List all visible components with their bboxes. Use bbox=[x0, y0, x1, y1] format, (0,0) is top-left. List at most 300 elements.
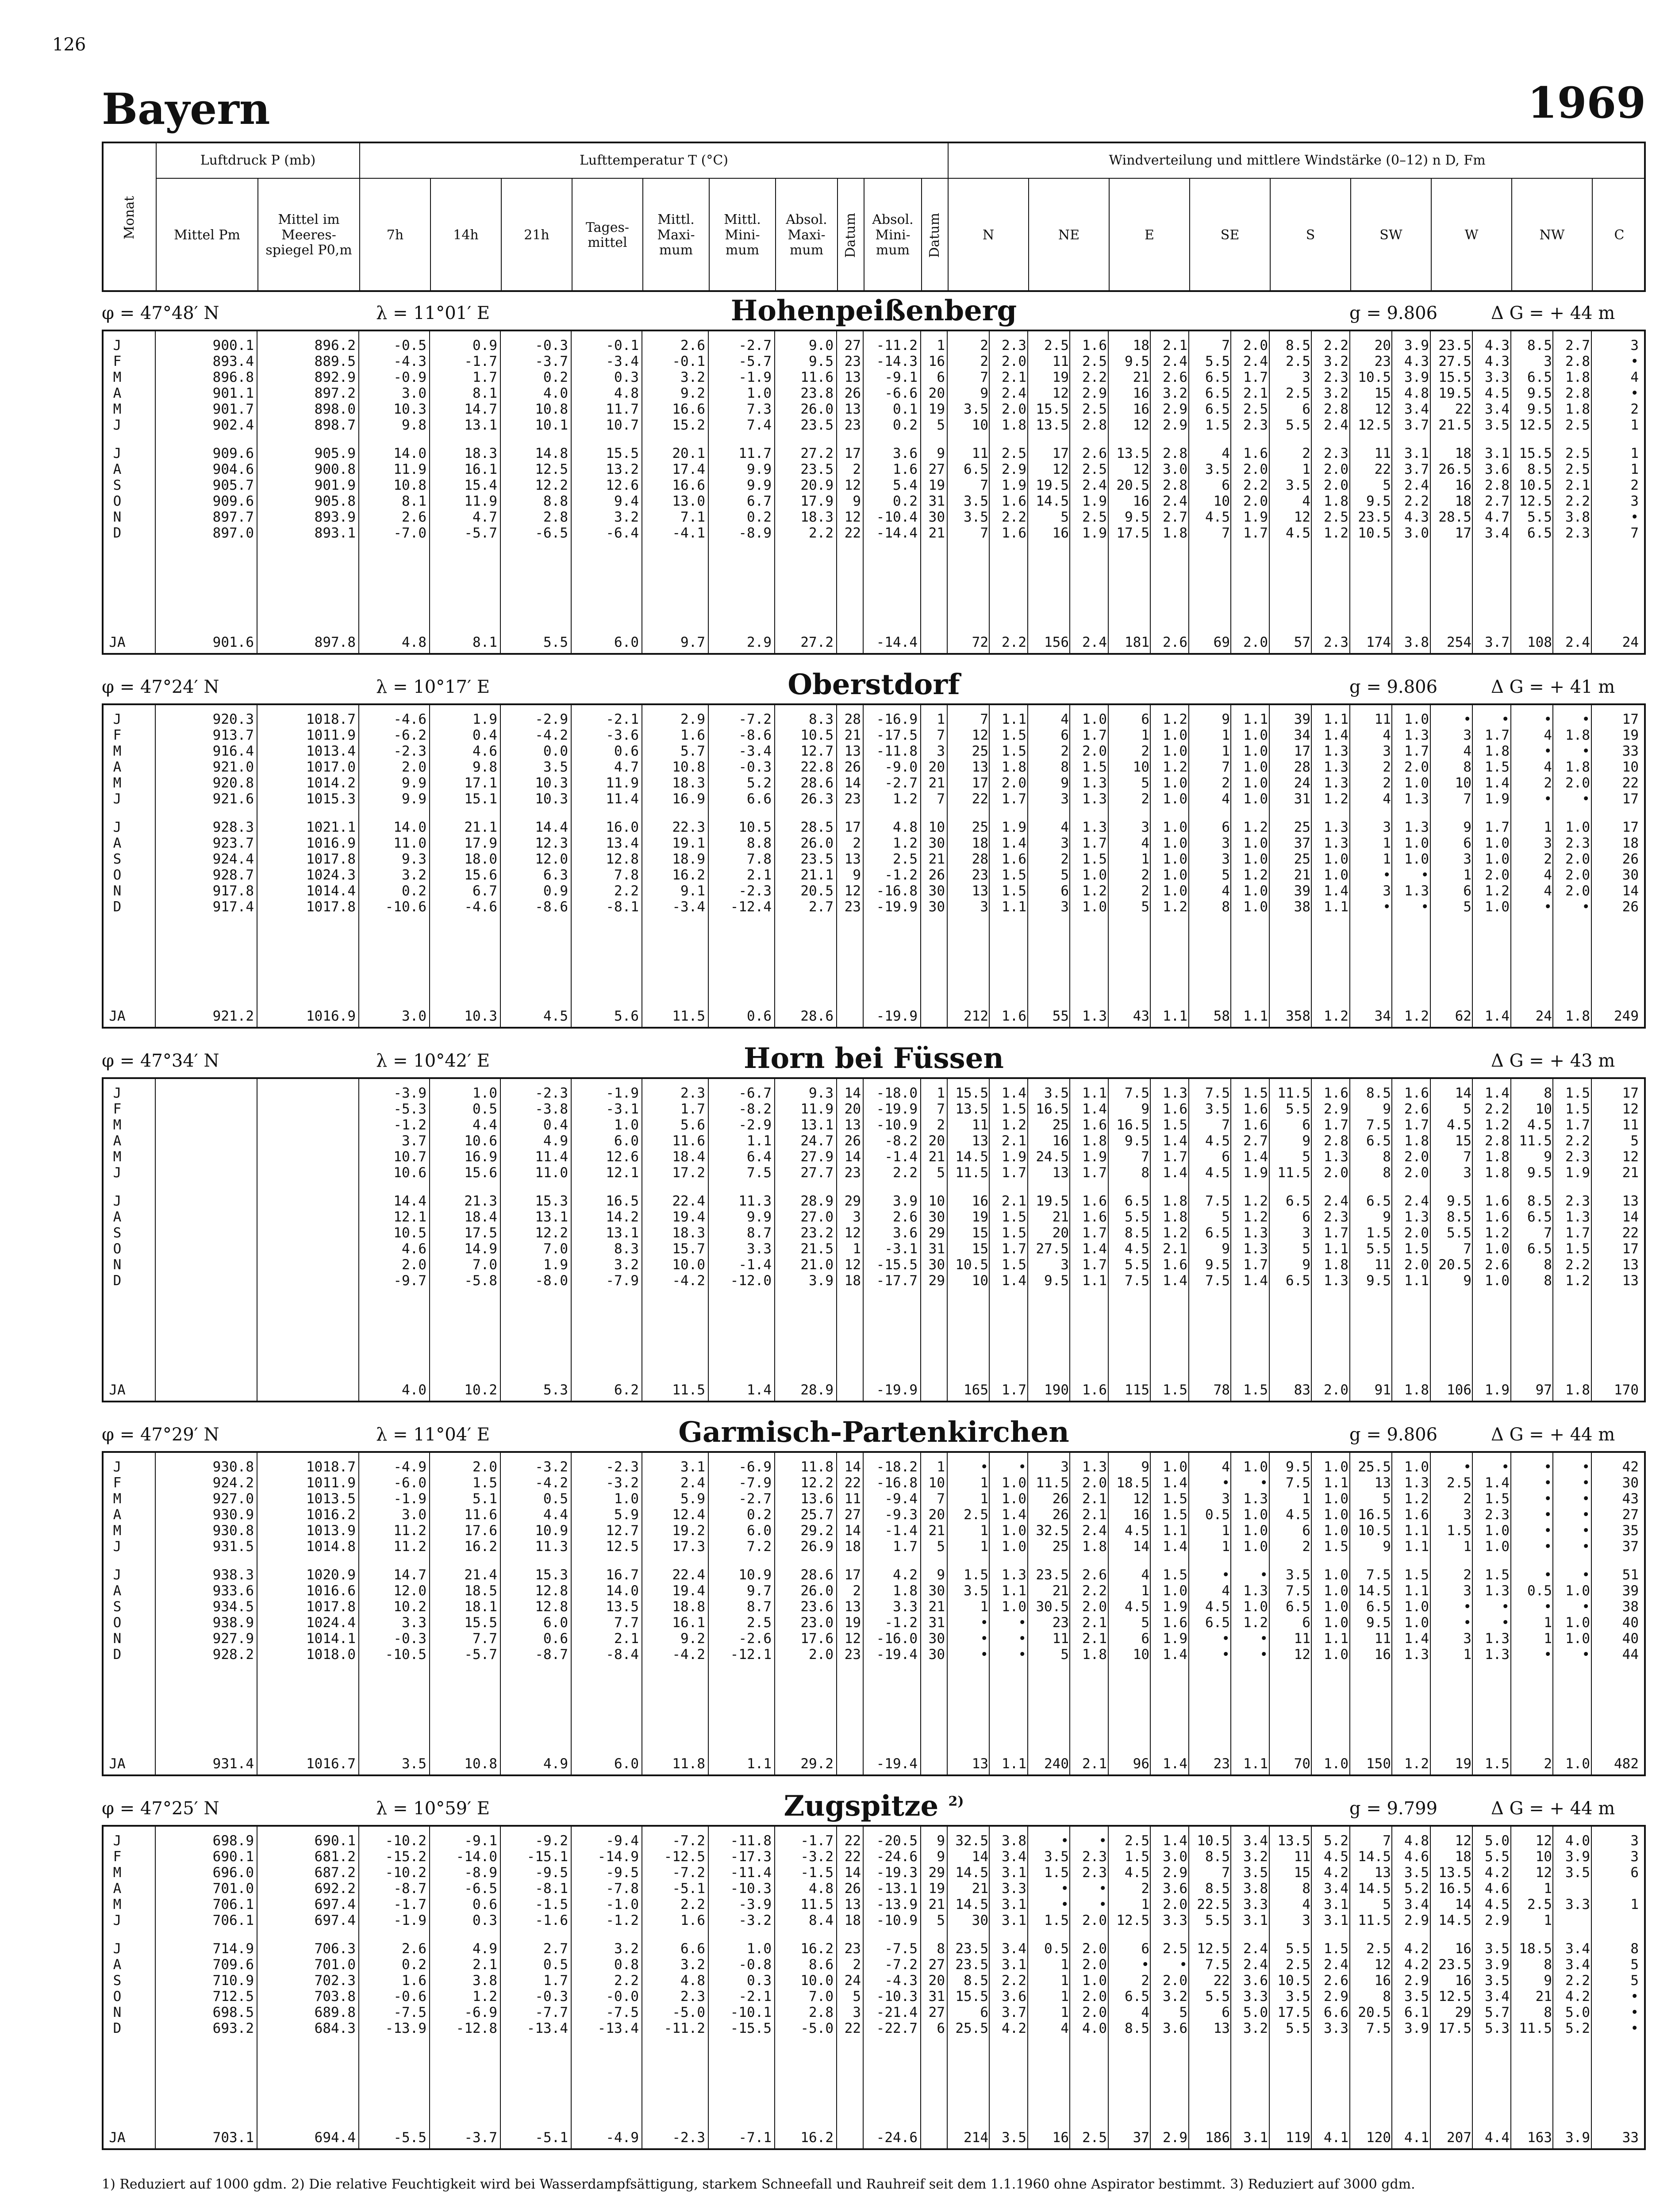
header-abs-min: Absol. Mini-mum bbox=[864, 179, 922, 292]
month-label: S bbox=[113, 1225, 122, 1241]
table-cell: -19.9 bbox=[876, 1101, 918, 1117]
table-cell: -7.2 bbox=[672, 1833, 705, 1849]
table-cell: 1 bbox=[1630, 445, 1639, 461]
header-dir-w: W bbox=[1432, 179, 1512, 292]
header-mittl-max: Mittl. Maxi-mum bbox=[643, 179, 710, 292]
table-cell: 12.6 bbox=[606, 477, 639, 493]
table-cell: 15.5 bbox=[606, 445, 639, 461]
table-cell: 1013.4 bbox=[306, 743, 356, 759]
table-cell: 6 bbox=[1302, 1117, 1310, 1133]
table-row bbox=[104, 1209, 1648, 1225]
table-cell: 16.2 bbox=[672, 867, 705, 883]
table-cell: 1.6 bbox=[1002, 851, 1026, 867]
table-cell: -13.4 bbox=[526, 2020, 568, 2036]
table-cell: 10.3 bbox=[464, 1008, 497, 1024]
table-cell: 1.6 bbox=[1243, 1101, 1268, 1117]
table-cell: 6.0 bbox=[614, 634, 639, 650]
table-cell: 6 bbox=[1463, 835, 1471, 851]
table-cell: -10.5 bbox=[385, 1647, 426, 1663]
table-cell: -3.1 bbox=[606, 1101, 639, 1117]
table-cell: 11 bbox=[1374, 445, 1391, 461]
table-cell: 1.1 bbox=[1082, 1273, 1107, 1289]
table-cell: 1 bbox=[1222, 1539, 1230, 1555]
table-cell: 1.1 bbox=[1324, 899, 1348, 915]
table-cell: 32.5 bbox=[955, 1833, 988, 1849]
table-cell: 18 bbox=[1133, 338, 1149, 353]
table-cell: 1016.7 bbox=[306, 1756, 356, 1772]
table-cell: 1.6 bbox=[1404, 1085, 1429, 1101]
table-cell: 4.8 bbox=[402, 634, 426, 650]
table-cell: 4.4 bbox=[543, 1507, 568, 1523]
table-cell: • bbox=[1544, 791, 1552, 807]
table-row bbox=[104, 1539, 1648, 1555]
table-cell: 13.5 bbox=[1277, 1833, 1310, 1849]
table-cell: 2 bbox=[1383, 759, 1391, 775]
month-label: JA bbox=[109, 634, 126, 650]
table-cell: • bbox=[1582, 1523, 1590, 1539]
table-cell: 163 bbox=[1527, 2130, 1552, 2146]
table-cell: 21.4 bbox=[464, 1567, 497, 1583]
table-cell: 15.1 bbox=[464, 791, 497, 807]
page-number: 126 bbox=[52, 35, 86, 55]
table-cell: 28.9 bbox=[800, 1382, 834, 1398]
station-longitude: λ = 11°04′ E bbox=[376, 1425, 490, 1445]
table-cell: 27.7 bbox=[800, 1165, 834, 1181]
table-cell: 30 bbox=[928, 1209, 945, 1225]
table-cell: 3.7 bbox=[1002, 2005, 1026, 2020]
table-cell: 1.7 bbox=[1485, 727, 1510, 743]
table-cell: 1.7 bbox=[1082, 1257, 1107, 1273]
table-cell: 1.5 bbox=[1002, 727, 1026, 743]
table-cell: 6.5 bbox=[1125, 1193, 1149, 1209]
table-cell: 7.5 bbox=[1125, 1085, 1149, 1101]
table-cell: 4 bbox=[1060, 819, 1069, 835]
table-cell: 1.3 bbox=[1404, 883, 1429, 899]
table-cell: 10.5 bbox=[955, 1257, 988, 1273]
table-cell: 1.0 bbox=[1002, 1491, 1026, 1507]
month-label: O bbox=[113, 1241, 122, 1257]
table-cell: 5.5 bbox=[1527, 509, 1552, 525]
table-cell: -18.0 bbox=[876, 1085, 918, 1101]
table-cell: 2.5 bbox=[1565, 417, 1590, 433]
table-row bbox=[104, 899, 1648, 915]
table-cell: 1.1 bbox=[1163, 1523, 1187, 1539]
table-cell: 3 bbox=[1463, 1631, 1471, 1647]
table-cell: 482 bbox=[1614, 1756, 1639, 1772]
table-cell: 9.2 bbox=[680, 385, 705, 401]
table-cell: 1.3 bbox=[1485, 1631, 1510, 1647]
table-cell: 2.5 bbox=[1286, 1957, 1310, 1973]
table-cell: 20 bbox=[928, 1973, 945, 1989]
table-cell: 14 bbox=[972, 1849, 988, 1865]
table-cell: 22.3 bbox=[672, 819, 705, 835]
table-cell: 26.5 bbox=[1438, 461, 1471, 477]
table-cell: -10.2 bbox=[385, 1833, 426, 1849]
table-cell: 1.8 bbox=[1565, 727, 1590, 743]
table-cell: 1.3 bbox=[1404, 791, 1429, 807]
table-cell: 18 bbox=[844, 1912, 861, 1928]
table-cell: -3.2 bbox=[535, 1459, 568, 1475]
table-cell: 18.8 bbox=[672, 1599, 705, 1615]
table-cell: 8 bbox=[1544, 1273, 1552, 1289]
table-cell: -2.3 bbox=[672, 2130, 705, 2146]
table-cell: 1.3 bbox=[1404, 727, 1429, 743]
table-cell: 3.1 bbox=[1485, 445, 1510, 461]
table-cell: 1.0 bbox=[1324, 1523, 1348, 1539]
table-cell: 3.4 bbox=[1485, 525, 1510, 541]
table-cell: 1017.8 bbox=[306, 851, 356, 867]
table-cell: -5.1 bbox=[535, 2130, 568, 2146]
table-cell: 2 bbox=[1060, 851, 1069, 867]
table-cell: -2.7 bbox=[738, 338, 772, 353]
table-cell: 51 bbox=[1622, 1567, 1639, 1583]
table-row bbox=[104, 477, 1648, 493]
table-cell: 8.5 bbox=[1366, 1085, 1391, 1101]
table-cell: 1.5 bbox=[1002, 743, 1026, 759]
table-cell: 4.3 bbox=[1485, 338, 1510, 353]
table-cell: -22.7 bbox=[876, 2020, 918, 2036]
table-cell: 4.6 bbox=[402, 1241, 426, 1257]
table-cell: 3.2 bbox=[1163, 1989, 1187, 2005]
table-cell: 1.2 bbox=[1324, 791, 1348, 807]
table-cell: 2.0 bbox=[1243, 338, 1268, 353]
table-cell: 12.8 bbox=[606, 851, 639, 867]
table-cell: 2.4 bbox=[1002, 385, 1026, 401]
table-cell: 1.0 bbox=[1324, 1567, 1348, 1583]
table-cell: -8.6 bbox=[535, 899, 568, 915]
table-cell: 10 bbox=[1455, 775, 1471, 791]
table-cell: 23.5 bbox=[1358, 509, 1391, 525]
table-cell: 1017.8 bbox=[306, 1599, 356, 1615]
table-cell: 1 bbox=[1060, 1973, 1069, 1989]
table-cell: 4 bbox=[1544, 727, 1552, 743]
table-cell: 1.4 bbox=[1485, 1475, 1510, 1491]
table-row bbox=[104, 1273, 1648, 1289]
table-cell: 17 bbox=[1052, 445, 1069, 461]
station-header bbox=[102, 1416, 1646, 1447]
table-cell: -12.0 bbox=[730, 1273, 772, 1289]
table-cell: -1.6 bbox=[535, 1912, 568, 1928]
table-cell: 6.6 bbox=[747, 791, 772, 807]
table-cell: 14.5 bbox=[1358, 1881, 1391, 1897]
table-cell: 3.5 bbox=[1485, 1941, 1510, 1957]
table-cell: 7 bbox=[937, 1491, 945, 1507]
table-cell: 4.6 bbox=[1404, 1849, 1429, 1865]
table-cell: -1.2 bbox=[884, 867, 918, 883]
table-cell: 11.6 bbox=[464, 1507, 497, 1523]
table-cell: • bbox=[1544, 743, 1552, 759]
table-cell: 35 bbox=[1622, 1523, 1639, 1539]
table-cell: 2 bbox=[1141, 883, 1149, 899]
table-cell: 898.7 bbox=[314, 417, 356, 433]
table-cell: 1.5 bbox=[1404, 1241, 1429, 1257]
table-cell: 3.3 bbox=[893, 1599, 918, 1615]
table-cell: 1.8 bbox=[1565, 759, 1590, 775]
month-label: N bbox=[113, 2005, 122, 2020]
table-cell: 27.2 bbox=[800, 634, 834, 650]
table-cell: 9.5 bbox=[1366, 493, 1391, 509]
table-cell: 28.5 bbox=[800, 819, 834, 835]
table-cell: 8.8 bbox=[543, 493, 568, 509]
table-cell: 3.5 bbox=[402, 1756, 426, 1772]
table-cell: -17.7 bbox=[876, 1273, 918, 1289]
table-cell: 1.0 bbox=[747, 1941, 772, 1957]
table-cell: 13.0 bbox=[672, 493, 705, 509]
table-cell: -16.9 bbox=[876, 711, 918, 727]
table-cell: -9.5 bbox=[606, 1865, 639, 1881]
table-cell: 12 bbox=[844, 1631, 861, 1647]
table-row bbox=[104, 1615, 1648, 1631]
table-cell: 12 bbox=[1133, 461, 1149, 477]
table-cell: 11 bbox=[972, 1117, 988, 1133]
table-cell: 2.3 bbox=[1324, 445, 1348, 461]
table-cell: 1 bbox=[1544, 1615, 1552, 1631]
table-cell: 14.0 bbox=[393, 445, 426, 461]
table-cell: 1.3 bbox=[1404, 1475, 1429, 1491]
table-cell: -5.7 bbox=[464, 525, 497, 541]
table-cell: 5 bbox=[1060, 1647, 1069, 1663]
table-cell: 4.8 bbox=[1404, 1833, 1429, 1849]
table-cell: 931.5 bbox=[212, 1539, 254, 1555]
table-cell: • bbox=[1260, 1647, 1268, 1663]
table-cell: 10 bbox=[928, 1475, 945, 1491]
table-cell: 8.5 bbox=[1527, 1193, 1552, 1209]
table-cell: 2.2 bbox=[614, 1973, 639, 1989]
station-name: Horn bei Füssen bbox=[744, 1042, 1004, 1075]
table-cell: 26.3 bbox=[800, 791, 834, 807]
table-cell: 913.7 bbox=[212, 727, 254, 743]
table-cell: 3.3 bbox=[1002, 1881, 1026, 1897]
table-cell: 11.9 bbox=[464, 493, 497, 509]
table-cell: 7.2 bbox=[747, 1539, 772, 1555]
table-cell: 909.6 bbox=[212, 445, 254, 461]
table-cell: • bbox=[1582, 1459, 1590, 1475]
table-cell: 6.5 bbox=[1205, 1225, 1230, 1241]
table-cell: 1.9 bbox=[1082, 1149, 1107, 1165]
table-cell: 4.9 bbox=[543, 1756, 568, 1772]
table-cell: 15.5 bbox=[1036, 401, 1069, 417]
table-cell: 5 bbox=[1463, 899, 1471, 915]
table-cell: 1.8 bbox=[1404, 1382, 1429, 1398]
table-cell: • bbox=[1018, 1647, 1026, 1663]
table-cell: -4.3 bbox=[884, 1973, 918, 1989]
table-cell: -8.1 bbox=[535, 1881, 568, 1897]
table-cell: 25 bbox=[1294, 819, 1310, 835]
table-cell: 3.7 bbox=[1485, 634, 1510, 650]
table-cell: 62 bbox=[1455, 1008, 1471, 1024]
table-cell: 6 bbox=[1302, 1209, 1310, 1225]
table-cell: 1.6 bbox=[1082, 338, 1107, 353]
table-cell: 2.8 bbox=[1565, 353, 1590, 369]
table-cell: 10 bbox=[1213, 493, 1230, 509]
table-cell: 1.2 bbox=[1163, 1225, 1187, 1241]
table-cell: • bbox=[1544, 1491, 1552, 1507]
header-t7: 7h bbox=[360, 179, 431, 292]
table-cell: 6.5 bbox=[1366, 1193, 1391, 1209]
table-cell: • bbox=[1383, 867, 1391, 883]
table-cell: • bbox=[1421, 899, 1429, 915]
table-cell: 4.7 bbox=[473, 509, 497, 525]
table-cell: 24.7 bbox=[800, 1133, 834, 1149]
table-cell: -10.4 bbox=[876, 509, 918, 525]
table-cell: 2 bbox=[1463, 1567, 1471, 1583]
table-cell: 12.8 bbox=[535, 1599, 568, 1615]
table-cell: 27 bbox=[1622, 1507, 1639, 1523]
table-cell: 1 bbox=[853, 1241, 861, 1257]
table-cell: 26.0 bbox=[800, 835, 834, 851]
table-cell: -3.2 bbox=[606, 1475, 639, 1491]
table-cell: 2.3 bbox=[680, 1989, 705, 2005]
table-cell: 1018.7 bbox=[306, 1459, 356, 1475]
table-cell: 1015.3 bbox=[306, 791, 356, 807]
table-cell: -16.0 bbox=[876, 1631, 918, 1647]
table-cell: 6.5 bbox=[1205, 369, 1230, 385]
table-cell: 19.5 bbox=[1438, 385, 1471, 401]
table-cell: -2.3 bbox=[606, 1459, 639, 1475]
header-luftdruck: Luftdruck P (mb) bbox=[157, 143, 360, 179]
table-cell: 8 bbox=[1222, 899, 1230, 915]
table-cell: 2.0 bbox=[1565, 883, 1590, 899]
table-cell: 2.0 bbox=[1002, 353, 1026, 369]
table-cell: 21.5 bbox=[1438, 417, 1471, 433]
table-cell: -16.8 bbox=[876, 1475, 918, 1491]
table-cell: -4.9 bbox=[606, 2130, 639, 2146]
table-cell: 2.8 bbox=[543, 509, 568, 525]
table-cell: 10.8 bbox=[535, 401, 568, 417]
table-cell: 4.8 bbox=[1404, 385, 1429, 401]
month-label: N bbox=[113, 509, 122, 525]
table-cell: 6.2 bbox=[614, 1382, 639, 1398]
table-cell: 4.4 bbox=[473, 1117, 497, 1133]
table-cell: 0.2 bbox=[893, 417, 918, 433]
table-cell: • bbox=[1544, 1599, 1552, 1615]
table-cell: 2.5 bbox=[747, 1615, 772, 1631]
table-cell: 6 bbox=[1141, 711, 1149, 727]
table-cell: -0.5 bbox=[393, 338, 426, 353]
table-cell: 2.5 bbox=[1565, 461, 1590, 477]
month-label: F bbox=[113, 353, 122, 369]
table-cell: 703.8 bbox=[314, 1989, 356, 2005]
table-cell: 2.1 bbox=[1002, 369, 1026, 385]
table-cell: 4.1 bbox=[1324, 2130, 1348, 2146]
table-cell: 3.1 bbox=[1002, 1897, 1026, 1912]
table-cell: 1.2 bbox=[1565, 1273, 1590, 1289]
table-cell: 1.7 bbox=[1565, 1225, 1590, 1241]
table-cell: 23.5 bbox=[955, 1941, 988, 1957]
table-cell: 17 bbox=[972, 775, 988, 791]
table-cell: 1014.1 bbox=[306, 1631, 356, 1647]
table-cell: 9 bbox=[937, 445, 945, 461]
table-cell: 10.3 bbox=[535, 791, 568, 807]
table-cell: • bbox=[1018, 1631, 1026, 1647]
table-cell: 12.5 bbox=[1358, 417, 1391, 433]
table-cell: 0.6 bbox=[747, 1008, 772, 1024]
month-label: N bbox=[113, 883, 122, 899]
table-cell: -10.9 bbox=[876, 1912, 918, 1928]
station-data-block bbox=[102, 1077, 1646, 1402]
table-cell: 681.2 bbox=[314, 1849, 356, 1865]
table-cell: 1.5 bbox=[1366, 1225, 1391, 1241]
table-cell: 1.0 bbox=[1243, 1523, 1268, 1539]
table-cell: 7 bbox=[1222, 525, 1230, 541]
table-cell: 8.6 bbox=[809, 1957, 834, 1973]
table-cell: 8 bbox=[937, 1941, 945, 1957]
table-cell: 12.6 bbox=[606, 1149, 639, 1165]
table-cell: 6.5 bbox=[1286, 1273, 1310, 1289]
table-cell: 4.8 bbox=[680, 1973, 705, 1989]
table-cell: 901.9 bbox=[314, 477, 356, 493]
table-cell: 5.5 bbox=[1447, 1225, 1471, 1241]
table-cell: 3.1 bbox=[680, 1459, 705, 1475]
month-label: N bbox=[113, 1257, 122, 1273]
table-cell: 31 bbox=[1294, 791, 1310, 807]
table-cell: 1 bbox=[937, 1459, 945, 1475]
table-row bbox=[104, 338, 1648, 353]
table-cell: 1.4 bbox=[1163, 1539, 1187, 1555]
table-cell: 2.8 bbox=[1163, 445, 1187, 461]
table-cell: -13.9 bbox=[385, 2020, 426, 2036]
table-cell: 12.3 bbox=[535, 835, 568, 851]
table-cell: 22 bbox=[844, 2020, 861, 2036]
table-cell: 23.5 bbox=[955, 1957, 988, 1973]
table-cell: 3 bbox=[1544, 835, 1552, 851]
table-cell: -1.0 bbox=[606, 1897, 639, 1912]
month-label: J bbox=[113, 819, 122, 835]
table-cell: 1.5 bbox=[1324, 1941, 1348, 1957]
table-cell: 11.9 bbox=[800, 1101, 834, 1117]
station-gravity: g = 9.799 bbox=[1349, 1798, 1438, 1819]
table-cell: 1.8 bbox=[1002, 759, 1026, 775]
table-cell: 4.2 bbox=[1002, 2020, 1026, 2036]
table-cell: 23.2 bbox=[800, 1225, 834, 1241]
table-cell: 16 bbox=[1052, 525, 1069, 541]
table-cell: 8 bbox=[1544, 2005, 1552, 2020]
table-row bbox=[104, 1599, 1648, 1615]
table-cell: 13 bbox=[1622, 1257, 1639, 1273]
table-cell: 25 bbox=[1052, 1117, 1069, 1133]
table-cell: 23 bbox=[844, 353, 861, 369]
table-cell: 1.1 bbox=[1163, 1008, 1187, 1024]
table-cell: 2 bbox=[1544, 1756, 1552, 1772]
table-cell: 2.8 bbox=[1163, 477, 1187, 493]
table-cell: 901.7 bbox=[212, 401, 254, 417]
table-cell: 1 bbox=[1141, 727, 1149, 743]
table-cell: 13.1 bbox=[606, 1225, 639, 1241]
table-cell: 7.7 bbox=[614, 1615, 639, 1631]
table-cell: 207 bbox=[1447, 2130, 1471, 2146]
table-row bbox=[104, 417, 1648, 433]
table-cell: 26 bbox=[844, 759, 861, 775]
table-cell: 3.2 bbox=[1243, 1849, 1268, 1865]
table-cell: 14.5 bbox=[1036, 493, 1069, 509]
table-cell: 12 bbox=[972, 727, 988, 743]
table-row bbox=[104, 1225, 1648, 1241]
table-cell: 1 bbox=[937, 711, 945, 727]
table-cell: 1.0 bbox=[1404, 1459, 1429, 1475]
table-cell: 1.8 bbox=[1163, 1209, 1187, 1225]
table-cell: 34 bbox=[1294, 727, 1310, 743]
table-cell: 3.1 bbox=[1002, 1865, 1026, 1881]
table-cell: 3 bbox=[1630, 493, 1639, 509]
table-cell: 26 bbox=[928, 867, 945, 883]
table-cell: 16 bbox=[928, 353, 945, 369]
table-cell: 3.6 bbox=[893, 1225, 918, 1241]
table-cell: 2 bbox=[937, 1117, 945, 1133]
month-label: O bbox=[113, 867, 122, 883]
table-cell: -0.3 bbox=[738, 759, 772, 775]
table-cell: 938.3 bbox=[212, 1567, 254, 1583]
table-cell: 2.3 bbox=[1324, 634, 1348, 650]
